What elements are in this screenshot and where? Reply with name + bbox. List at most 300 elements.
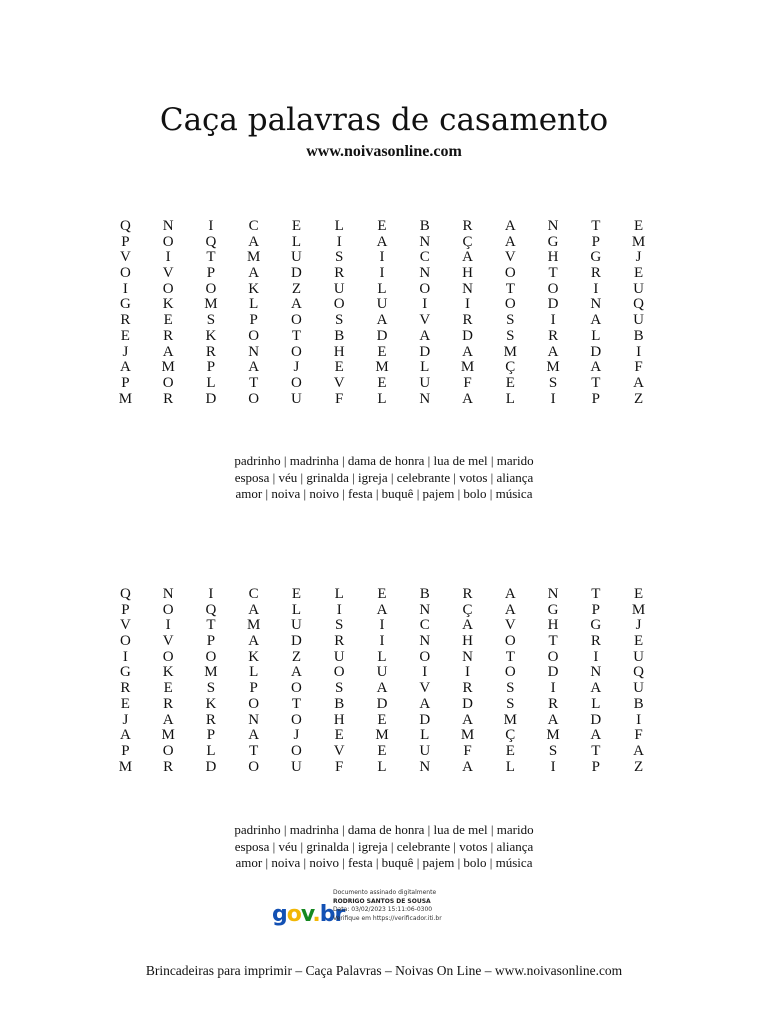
grid-letter: P bbox=[249, 312, 258, 329]
grid-letter: I bbox=[550, 390, 556, 407]
word-list-line: amor | noiva | noivo | festa | buquê | pajem | bolo | música bbox=[235, 855, 533, 870]
grid-letter: I bbox=[550, 680, 556, 697]
grid-letter: R bbox=[163, 390, 174, 407]
grid-letter: T bbox=[548, 265, 558, 282]
grid-letter: I bbox=[465, 296, 471, 313]
grid-letter: O bbox=[205, 280, 217, 297]
grid-letter: O bbox=[419, 648, 431, 665]
grid-letter: O bbox=[205, 648, 217, 665]
grid-letter: L bbox=[377, 758, 387, 775]
website-url: www.noivasonline.com bbox=[306, 143, 462, 160]
word-list-line: padrinho | madrinha | dama de honra | lua de mel | marido bbox=[234, 453, 534, 468]
grid-letter: D bbox=[462, 327, 473, 344]
grid-letter: E bbox=[334, 727, 344, 744]
grid-letter: D bbox=[419, 711, 431, 728]
grid-letter: I bbox=[165, 249, 171, 266]
grid-letter: A bbox=[462, 758, 473, 775]
grid-letter: R bbox=[205, 711, 216, 728]
grid-letter: I bbox=[550, 312, 556, 329]
grid-letter: T bbox=[591, 218, 601, 234]
word-list-line: amor | noiva | noivo | festa | buquê | pajem | bolo | música bbox=[235, 486, 533, 501]
grid-letter: P bbox=[591, 233, 600, 250]
grid-letter: A bbox=[248, 265, 260, 282]
grid-letter: E bbox=[377, 218, 387, 234]
grid-letter: G bbox=[119, 664, 131, 681]
grid-letter: S bbox=[506, 680, 515, 697]
grid-letter: I bbox=[165, 617, 171, 634]
grid-letter: O bbox=[291, 742, 302, 759]
grid-letter: Ç bbox=[462, 601, 473, 618]
grid-letter: O bbox=[248, 695, 260, 712]
grid-letter: M bbox=[503, 343, 517, 360]
grid-letter: E bbox=[120, 695, 130, 712]
grid-letter: M bbox=[247, 249, 261, 266]
grid-letter: A bbox=[291, 664, 302, 681]
grid-letter: F bbox=[463, 742, 472, 759]
grid-letter: A bbox=[376, 601, 388, 618]
grid-letter: L bbox=[377, 648, 387, 665]
grid-letter: C bbox=[419, 249, 430, 266]
grid-letter: S bbox=[206, 680, 216, 697]
grid-letter: Ç bbox=[505, 727, 516, 744]
grid-letter: R bbox=[462, 586, 473, 602]
grid-letter: M bbox=[460, 359, 475, 376]
grid-letter: H bbox=[462, 633, 473, 650]
grid-letter: U bbox=[291, 390, 302, 407]
grid-letter: H bbox=[333, 711, 345, 728]
grid-letter: O bbox=[162, 233, 174, 250]
grid-letter: P bbox=[249, 680, 258, 697]
grid-letter: E bbox=[634, 218, 644, 234]
grid-letter: A bbox=[590, 680, 602, 697]
grid-letter: U bbox=[291, 617, 302, 634]
grid-letter: C bbox=[419, 617, 430, 634]
grid-letter: N bbox=[547, 586, 559, 602]
grid-letter: M bbox=[161, 727, 175, 744]
grid-letter: T bbox=[206, 249, 216, 266]
grid-letter: L bbox=[291, 601, 302, 618]
grid-letter: H bbox=[547, 249, 559, 266]
grid-letter: E bbox=[505, 742, 515, 759]
grid-letter: S bbox=[506, 695, 515, 712]
grid-letter: M bbox=[631, 233, 646, 250]
grid-letter: T bbox=[548, 633, 558, 650]
grid-letter: O bbox=[248, 327, 260, 344]
grid-letter: I bbox=[465, 664, 471, 681]
grid-letter: A bbox=[248, 359, 260, 376]
grid-letter: J bbox=[635, 249, 642, 266]
grid-letter: P bbox=[121, 742, 130, 759]
grid-letter: I bbox=[379, 617, 385, 634]
grid-letter: A bbox=[504, 218, 516, 234]
grid-letter: T bbox=[249, 374, 259, 391]
grid-letter: S bbox=[548, 742, 558, 759]
grid-letter: U bbox=[633, 312, 645, 329]
grid-letter: P bbox=[591, 390, 600, 407]
grid-letter: K bbox=[205, 327, 217, 344]
grid-letter: O bbox=[119, 265, 131, 282]
grid-letter: M bbox=[631, 601, 646, 618]
grid-letter: J bbox=[635, 617, 642, 634]
grid-letter: R bbox=[334, 265, 345, 282]
grid-letter: A bbox=[162, 711, 174, 728]
grid-letter: U bbox=[633, 680, 645, 697]
grid-letter: T bbox=[206, 617, 216, 634]
grid-letter: R bbox=[163, 695, 174, 712]
signature-verify: Verifique em https://verificador.iti.br bbox=[333, 914, 442, 922]
grid-letter: P bbox=[206, 359, 216, 376]
grid-letter: U bbox=[376, 664, 388, 681]
page-title: Caça palavras de casamento bbox=[159, 102, 609, 138]
grid-letter: I bbox=[208, 586, 214, 602]
grid-letter: N bbox=[248, 343, 260, 360]
grid-letter: S bbox=[506, 312, 515, 329]
grid-letter: O bbox=[248, 390, 260, 407]
grid-letter: O bbox=[547, 280, 559, 297]
grid-letter: I bbox=[422, 296, 428, 313]
grid-letter: D bbox=[205, 390, 217, 407]
grid-letter: T bbox=[505, 280, 515, 297]
grid-letter: E bbox=[291, 586, 302, 602]
grid-letter: L bbox=[334, 586, 344, 602]
grid-letter: O bbox=[504, 265, 516, 282]
grid-letter: L bbox=[206, 742, 216, 759]
grid-letter: R bbox=[120, 680, 131, 697]
grid-letter: M bbox=[546, 359, 560, 376]
grid-letter: R bbox=[590, 265, 601, 282]
grid-letter: M bbox=[204, 664, 218, 681]
grid-letter: J bbox=[122, 711, 129, 728]
grid-letter: A bbox=[162, 343, 174, 360]
grid-letter: B bbox=[633, 695, 644, 712]
grid-letter: U bbox=[633, 280, 645, 297]
grid-letter: V bbox=[333, 742, 345, 759]
grid-letter: A bbox=[547, 343, 559, 360]
grid-letter: A bbox=[248, 633, 260, 650]
grid-letter: L bbox=[206, 374, 216, 391]
grid-letter: N bbox=[162, 586, 174, 602]
grid-letter: R bbox=[462, 312, 473, 329]
grid-letter: E bbox=[634, 586, 644, 602]
grid-letter: O bbox=[291, 374, 302, 391]
grid-letter: A bbox=[462, 249, 473, 266]
grid-letter: E bbox=[377, 343, 387, 360]
grid-letter: O bbox=[291, 343, 302, 360]
grid-letter: O bbox=[291, 680, 302, 697]
grid-letter: L bbox=[291, 233, 302, 250]
grid-letter: S bbox=[335, 312, 344, 329]
grid-letter: P bbox=[206, 727, 216, 744]
signer-name: RODRIGO SANTOS DE SOUSA bbox=[333, 897, 431, 905]
grid-letter: U bbox=[291, 758, 302, 775]
grid-letter: E bbox=[377, 742, 387, 759]
grid-letter: Q bbox=[205, 233, 217, 250]
grid-letter: A bbox=[547, 711, 559, 728]
grid-letter: N bbox=[590, 296, 602, 313]
grid-letter: E bbox=[634, 265, 644, 282]
grid-letter: L bbox=[249, 296, 259, 313]
grid-letter: J bbox=[293, 727, 300, 744]
grid-letter: V bbox=[333, 374, 345, 391]
grid-letter: S bbox=[548, 374, 558, 391]
grid-letter: V bbox=[119, 617, 131, 634]
word-list-1 bbox=[0, 453, 768, 503]
grid-letter: P bbox=[206, 265, 216, 282]
word-list-line: esposa | véu | grinalda | igreja | celebrante | votos | aliança bbox=[234, 469, 534, 485]
grid-letter: U bbox=[333, 280, 345, 297]
grid-letter: K bbox=[248, 280, 260, 297]
grid-letter: A bbox=[419, 695, 431, 712]
grid-letter: N bbox=[547, 218, 559, 234]
grid-letter: K bbox=[162, 664, 174, 681]
grid-letter: T bbox=[591, 742, 601, 759]
grid-letter: A bbox=[462, 711, 473, 728]
grid-letter: D bbox=[419, 343, 431, 360]
grid-letter: E bbox=[334, 359, 344, 376]
grid-letter: A bbox=[376, 233, 388, 250]
grid-letter: A bbox=[590, 359, 602, 376]
grid-letter: E bbox=[377, 586, 387, 602]
grid-letter: R bbox=[548, 327, 559, 344]
grid-letter: T bbox=[291, 327, 302, 344]
grid-letter: Q bbox=[205, 601, 217, 618]
grid-letter: L bbox=[591, 695, 601, 712]
grid-letter: A bbox=[119, 727, 131, 744]
grid-letter: A bbox=[462, 390, 473, 407]
grid-letter: M bbox=[375, 727, 389, 744]
grid-letter: F bbox=[335, 390, 344, 407]
grid-letter: A bbox=[590, 727, 602, 744]
grid-letter: D bbox=[205, 758, 217, 775]
grid-letter: L bbox=[377, 390, 387, 407]
grid-letter: N bbox=[419, 633, 431, 650]
grid-letter: R bbox=[462, 680, 473, 697]
grid-letter: B bbox=[633, 327, 644, 344]
signature-date: Data: 03/02/2023 15:11:06-0300 bbox=[333, 906, 433, 913]
grid-letter: H bbox=[462, 265, 473, 282]
grid-letter: Q bbox=[119, 586, 131, 602]
grid-letter: Ç bbox=[462, 233, 473, 250]
grid-letter: Z bbox=[291, 280, 302, 297]
digital-signature-stamp bbox=[272, 887, 472, 935]
grid-letter: I bbox=[593, 280, 599, 297]
grid-letter: D bbox=[547, 296, 559, 313]
grid-letter: A bbox=[248, 601, 260, 618]
grid-letter: U bbox=[291, 249, 302, 266]
grid-letter: P bbox=[121, 601, 130, 618]
grid-letter: F bbox=[634, 359, 643, 376]
grid-letter: D bbox=[462, 695, 473, 712]
grid-letter: A bbox=[119, 359, 131, 376]
grid-letter: N bbox=[419, 233, 431, 250]
grid-letter: L bbox=[249, 664, 259, 681]
grid-letter: I bbox=[122, 648, 128, 665]
grid-letter: U bbox=[419, 374, 431, 391]
grid-letter: E bbox=[505, 374, 515, 391]
grid-letter: E bbox=[163, 312, 173, 329]
grid-letter: N bbox=[419, 265, 431, 282]
page-footer: Brincadeiras para imprimir – Caça Palavras – Noivas On Line – www.noivasonline.com bbox=[145, 963, 623, 978]
grid-letter: L bbox=[377, 280, 387, 297]
grid-letter: V bbox=[419, 312, 431, 329]
grid-letter: I bbox=[336, 233, 342, 250]
grid-letter: G bbox=[119, 296, 131, 313]
grid-letter: P bbox=[121, 374, 130, 391]
grid-letter: H bbox=[547, 617, 559, 634]
grid-letter: I bbox=[422, 664, 428, 681]
grid-letter: M bbox=[204, 296, 218, 313]
grid-letter: U bbox=[419, 742, 431, 759]
grid-letter: E bbox=[634, 633, 644, 650]
grid-letter: O bbox=[419, 280, 431, 297]
grid-letter: I bbox=[379, 633, 385, 650]
grid-letter: I bbox=[593, 648, 599, 665]
grid-letter: E bbox=[377, 374, 387, 391]
grid-letter: G bbox=[547, 233, 559, 250]
grid-letter: B bbox=[334, 695, 345, 712]
word-list-line: esposa | véu | grinalda | igreja | celebrante | votos | aliança bbox=[234, 838, 534, 854]
grid-letter: S bbox=[335, 680, 344, 697]
grid-letter: B bbox=[419, 218, 430, 234]
grid-letter: M bbox=[161, 359, 175, 376]
grid-letter: R bbox=[462, 218, 473, 234]
grid-letter: I bbox=[336, 601, 342, 618]
grid-letter: A bbox=[462, 343, 473, 360]
grid-letter: T bbox=[291, 695, 302, 712]
grid-letter: S bbox=[335, 249, 344, 266]
grid-letter: N bbox=[419, 390, 431, 407]
grid-letter: D bbox=[291, 633, 302, 650]
grid-letter: O bbox=[162, 280, 174, 297]
grid-letter: R bbox=[548, 695, 559, 712]
grid-letter: I bbox=[122, 280, 128, 297]
grid-letter: Q bbox=[633, 664, 645, 681]
grid-letter: R bbox=[334, 633, 345, 650]
grid-letter: E bbox=[120, 327, 130, 344]
grid-letter: O bbox=[291, 711, 302, 728]
grid-letter: D bbox=[590, 711, 602, 728]
grid-letter: G bbox=[590, 249, 602, 266]
grid-letter: M bbox=[118, 758, 133, 775]
grid-letter: A bbox=[462, 617, 473, 634]
grid-letter: F bbox=[634, 727, 643, 744]
grid-letter: K bbox=[205, 695, 217, 712]
grid-letter: G bbox=[590, 617, 602, 634]
grid-letter: N bbox=[248, 711, 260, 728]
grid-letter: O bbox=[162, 742, 174, 759]
grid-letter: M bbox=[375, 359, 389, 376]
grid-letter: O bbox=[119, 633, 131, 650]
grid-letter: H bbox=[333, 343, 345, 360]
grid-letter: A bbox=[376, 680, 388, 697]
grid-letter: P bbox=[591, 601, 600, 618]
grid-letter: S bbox=[206, 312, 216, 329]
grid-letter: R bbox=[163, 758, 174, 775]
grid-letter: O bbox=[162, 374, 174, 391]
grid-letter: G bbox=[547, 601, 559, 618]
grid-letter: U bbox=[333, 648, 345, 665]
grid-letter: M bbox=[118, 390, 133, 407]
grid-letter: O bbox=[547, 648, 559, 665]
grid-letter: V bbox=[119, 249, 131, 266]
word-list-line: padrinho | madrinha | dama de honra | lua de mel | marido bbox=[234, 822, 534, 837]
grid-letter: N bbox=[162, 218, 174, 234]
grid-letter: R bbox=[205, 343, 216, 360]
grid-letter: L bbox=[420, 359, 430, 376]
grid-letter: A bbox=[633, 742, 645, 759]
grid-letter: O bbox=[504, 296, 516, 313]
grid-letter: I bbox=[636, 343, 642, 360]
grid-letter: Q bbox=[633, 296, 645, 313]
grid-letter: Z bbox=[291, 648, 302, 665]
grid-letter: E bbox=[377, 711, 387, 728]
grid-letter: A bbox=[248, 727, 260, 744]
grid-letter: A bbox=[376, 312, 388, 329]
grid-letter: O bbox=[504, 633, 516, 650]
grid-letter: N bbox=[462, 280, 473, 297]
grid-letter: K bbox=[248, 648, 260, 665]
grid-letter: C bbox=[248, 218, 259, 234]
grid-letter: I bbox=[379, 265, 385, 282]
grid-letter: V bbox=[162, 265, 174, 282]
grid-letter: A bbox=[504, 233, 516, 250]
grid-letter: L bbox=[334, 218, 344, 234]
signature-caption: Documento assinado digitalmente bbox=[333, 889, 437, 896]
grid-letter: S bbox=[506, 327, 515, 344]
grid-letter: N bbox=[590, 664, 602, 681]
grid-letter: A bbox=[291, 296, 302, 313]
grid-letter: D bbox=[376, 695, 388, 712]
grid-letter: D bbox=[590, 343, 602, 360]
grid-letter: U bbox=[633, 648, 645, 665]
grid-letter: L bbox=[420, 727, 430, 744]
grid-letter: O bbox=[504, 664, 516, 681]
grid-letter: L bbox=[591, 327, 601, 344]
word-search-grid-1 bbox=[104, 219, 660, 407]
grid-letter: Ç bbox=[505, 359, 516, 376]
grid-letter: E bbox=[291, 218, 302, 234]
grid-letter: P bbox=[206, 633, 216, 650]
word-list-2 bbox=[0, 822, 768, 872]
grid-letter: Z bbox=[634, 390, 644, 407]
grid-letter: P bbox=[591, 758, 600, 775]
govbr-logo: gov.br bbox=[272, 902, 345, 927]
grid-letter: A bbox=[504, 601, 516, 618]
grid-letter: R bbox=[120, 312, 131, 329]
grid-letter: V bbox=[504, 617, 516, 634]
grid-letter: N bbox=[462, 648, 473, 665]
grid-letter: O bbox=[333, 296, 345, 313]
grid-letter: A bbox=[419, 327, 431, 344]
grid-letter: I bbox=[550, 758, 556, 775]
grid-letter: E bbox=[163, 680, 173, 697]
grid-letter: O bbox=[333, 664, 345, 681]
grid-letter: O bbox=[291, 312, 302, 329]
grid-letter: D bbox=[376, 327, 388, 344]
grid-letter: S bbox=[335, 617, 344, 634]
grid-letter: T bbox=[505, 648, 515, 665]
grid-letter: T bbox=[591, 374, 601, 391]
grid-letter: O bbox=[248, 758, 260, 775]
grid-letter: P bbox=[121, 233, 130, 250]
grid-letter: Z bbox=[634, 758, 644, 775]
grid-letter: B bbox=[334, 327, 345, 344]
grid-letter: T bbox=[249, 742, 259, 759]
grid-letter: U bbox=[376, 296, 388, 313]
grid-letter: N bbox=[419, 601, 431, 618]
grid-letter: J bbox=[293, 359, 300, 376]
grid-letter: O bbox=[162, 601, 174, 618]
